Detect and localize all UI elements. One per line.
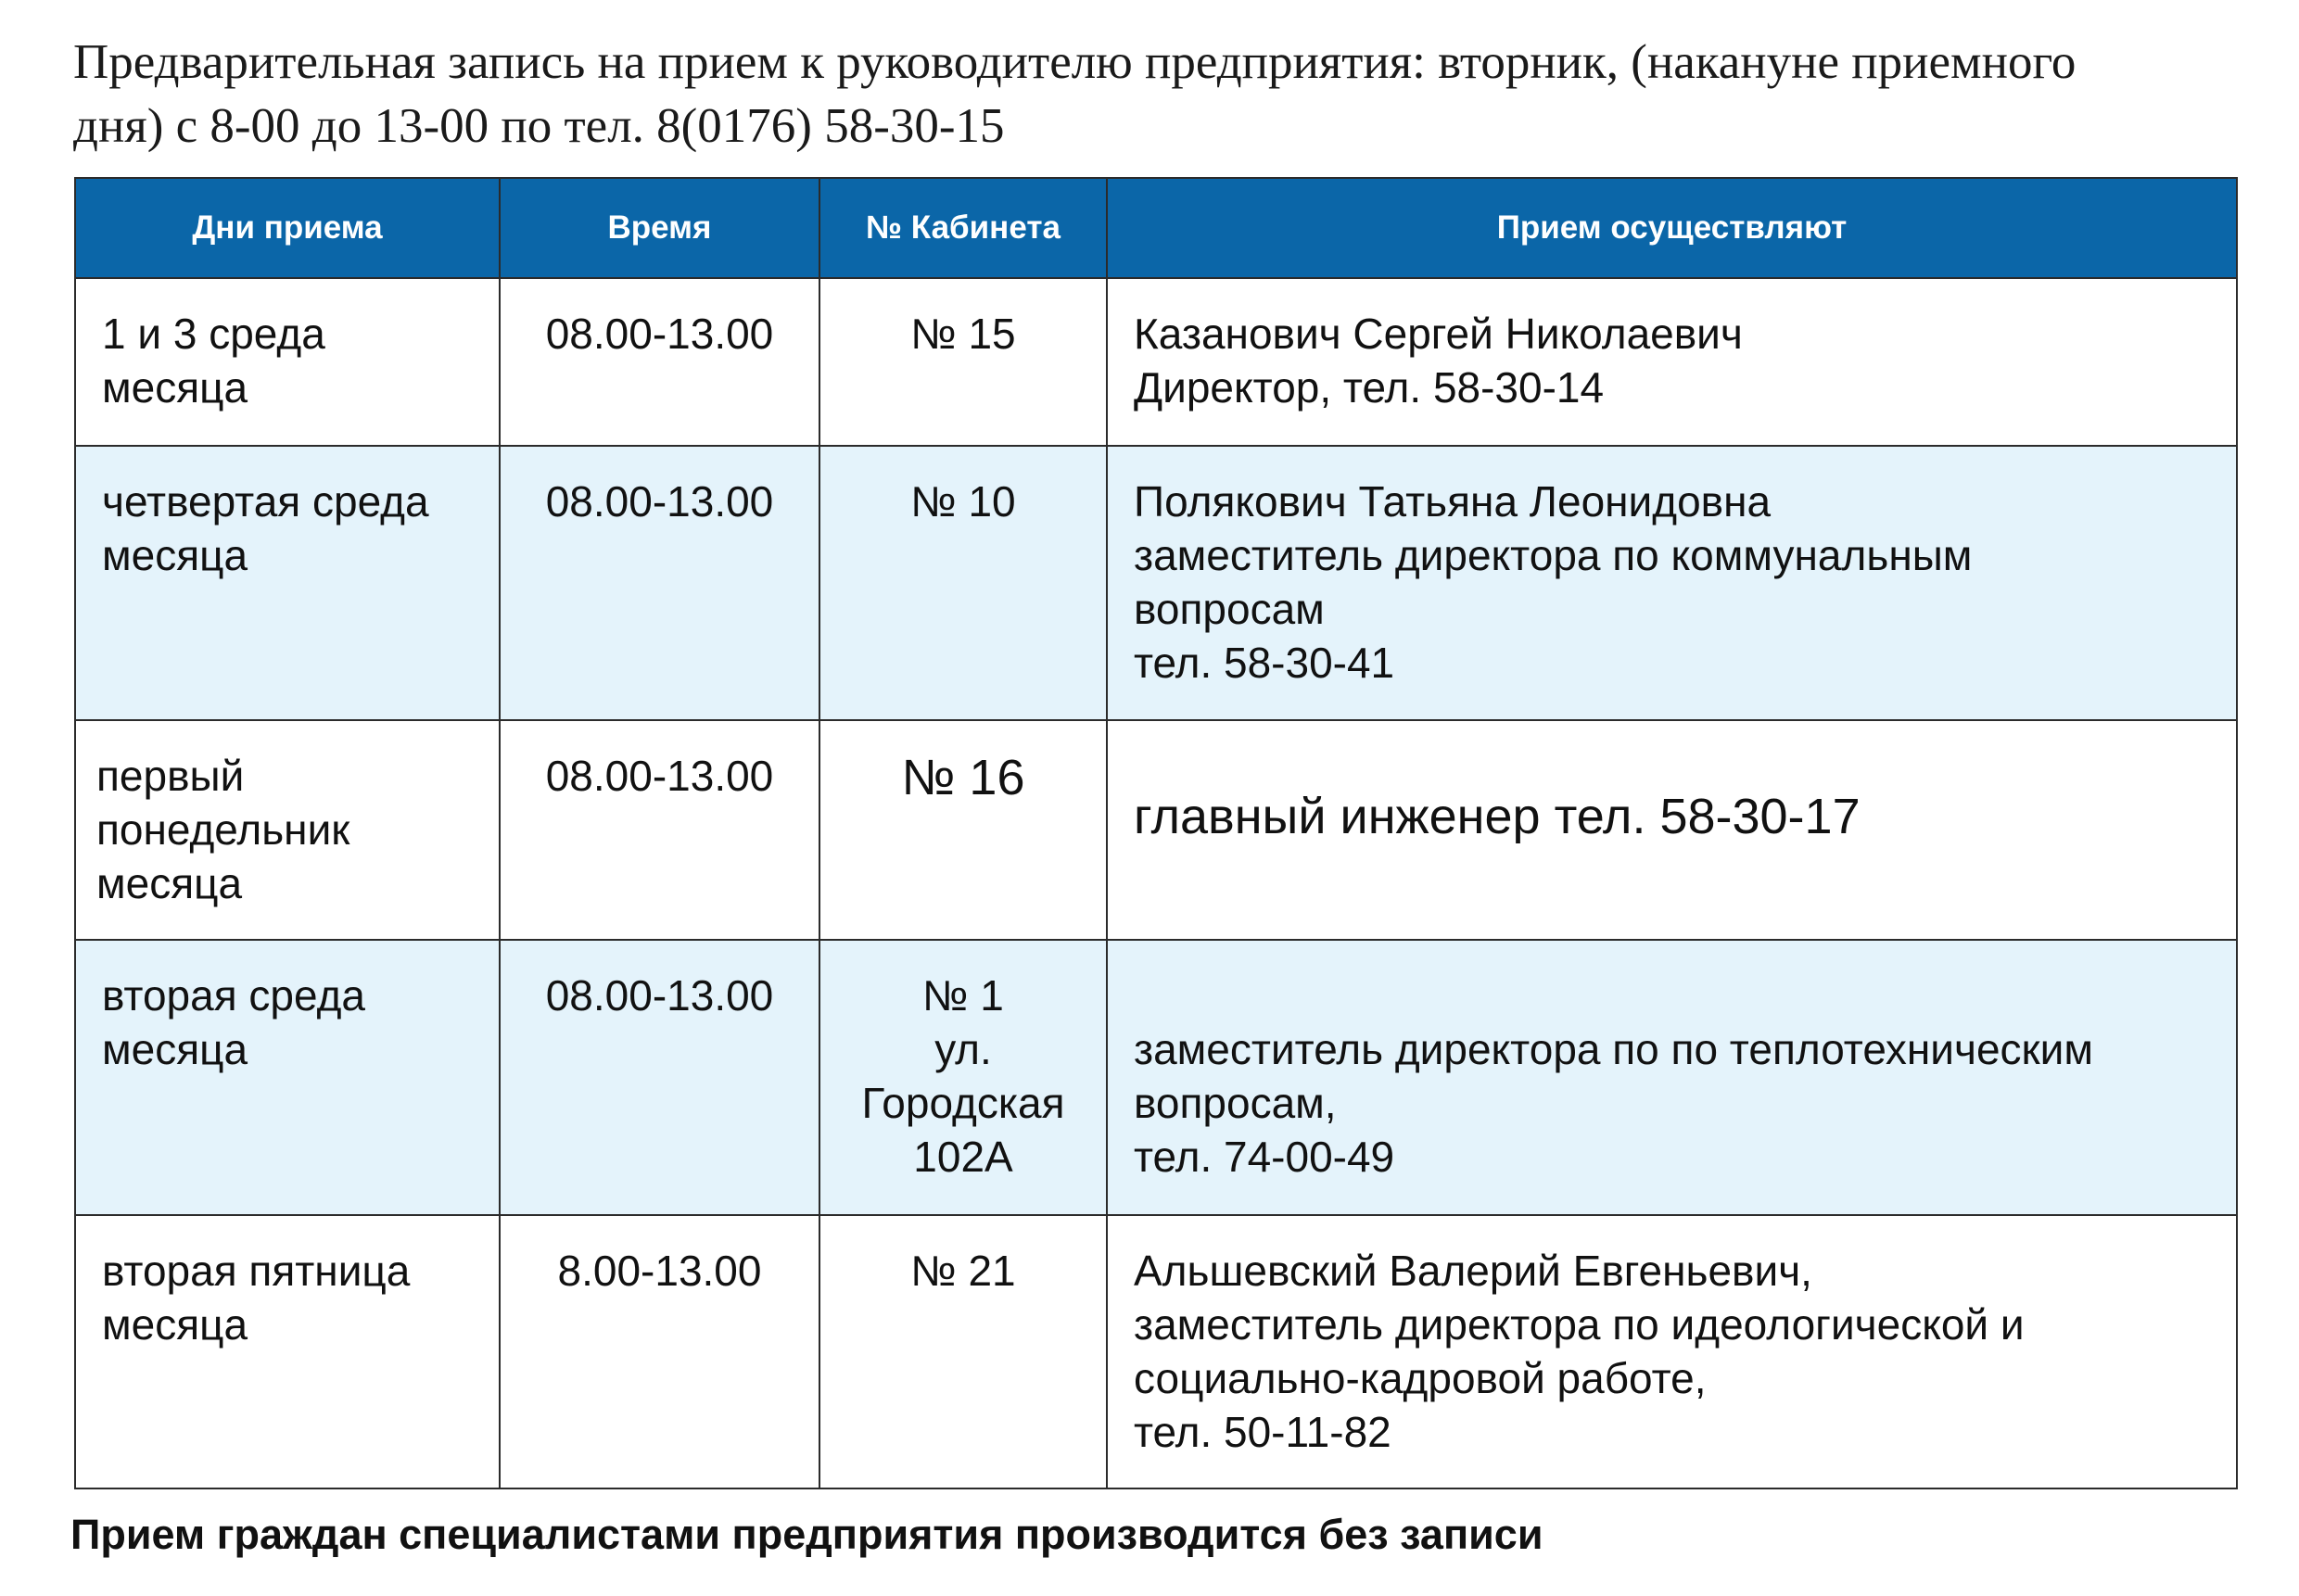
cell-time: [500, 720, 819, 940]
receiver-text: заместитель директора по по теплотехническим вопросам, тел. 74-00-49: [1134, 1025, 2093, 1181]
room-text: № 1 ул. Городская 102А: [861, 971, 1065, 1181]
cell-room: [819, 940, 1107, 1215]
room-text: № 15: [910, 310, 1016, 358]
time-text: 8.00-13.00: [557, 1247, 762, 1295]
cell-receiver: [1107, 446, 2237, 720]
table-row: [75, 1215, 2237, 1488]
intro-line-1: Предварительная запись на прием к руководителю предприятия: вторник, (накануне приемного: [73, 35, 2077, 89]
cell-room: [819, 720, 1107, 940]
cell-receiver: [1107, 940, 2237, 1215]
header-receivers: Прием осуществляют: [1107, 178, 2237, 278]
receiver-text: Казанович Сергей Николаевич Директор, тел. 58-30-14: [1134, 310, 1743, 412]
room-text: № 10: [910, 477, 1016, 526]
table-row: [75, 278, 2237, 446]
receiver-text: Альшевский Валерий Евгеньевич, заместитель директора по идеологической и социально-кадровой работе, тел. 50-11-82: [1134, 1247, 2025, 1456]
time-text: 08.00-13.00: [545, 752, 774, 800]
table-row: [75, 720, 2237, 940]
cell-day: [75, 720, 500, 940]
footer-note: Прием граждан специалистами предприятия производится без записи: [70, 1511, 1543, 1558]
time-text: 08.00-13.00: [545, 971, 774, 1020]
cell-time: [500, 1215, 819, 1488]
cell-room: [819, 278, 1107, 446]
cell-day: [75, 1215, 500, 1488]
receiver-text: главный инженер тел. 58-30-17: [1134, 788, 1861, 844]
reception-schedule-table: [74, 177, 2238, 1489]
cell-time: [500, 446, 819, 720]
cell-receiver: [1107, 1215, 2237, 1488]
cell-day: [75, 446, 500, 720]
cell-day: [75, 940, 500, 1215]
room-text: № 16: [901, 750, 1025, 805]
intro-line-2: дня) с 8-00 до 13-00 по тел. 8(0176) 58-30-15: [73, 99, 1005, 153]
intro-text: [73, 31, 2242, 158]
cell-time: [500, 278, 819, 446]
cell-room: [819, 1215, 1107, 1488]
cell-time: [500, 940, 819, 1215]
header-time: Время: [500, 178, 819, 278]
table-header-row: [75, 178, 2237, 278]
cell-day: [75, 278, 500, 446]
receiver-text: Полякович Татьяна Леонидовна заместитель директора по коммунальным вопросам тел. 58-30-41: [1134, 477, 1973, 687]
cell-receiver: [1107, 720, 2237, 940]
day-text: вторая среда месяца: [102, 971, 365, 1073]
day-text: первый понедельник месяца: [96, 752, 350, 907]
table-row: [75, 446, 2237, 720]
header-days: Дни приема: [75, 178, 500, 278]
day-text: вторая пятница месяца: [102, 1247, 411, 1349]
room-text: № 21: [910, 1247, 1016, 1295]
cell-room: [819, 446, 1107, 720]
cell-receiver: [1107, 278, 2237, 446]
time-text: 08.00-13.00: [545, 477, 774, 526]
day-text: четвертая среда месяца: [102, 477, 429, 579]
time-text: 08.00-13.00: [545, 310, 774, 358]
table-row: [75, 940, 2237, 1215]
header-room: № Кабинета: [819, 178, 1107, 278]
day-text: 1 и 3 среда месяца: [102, 310, 325, 412]
